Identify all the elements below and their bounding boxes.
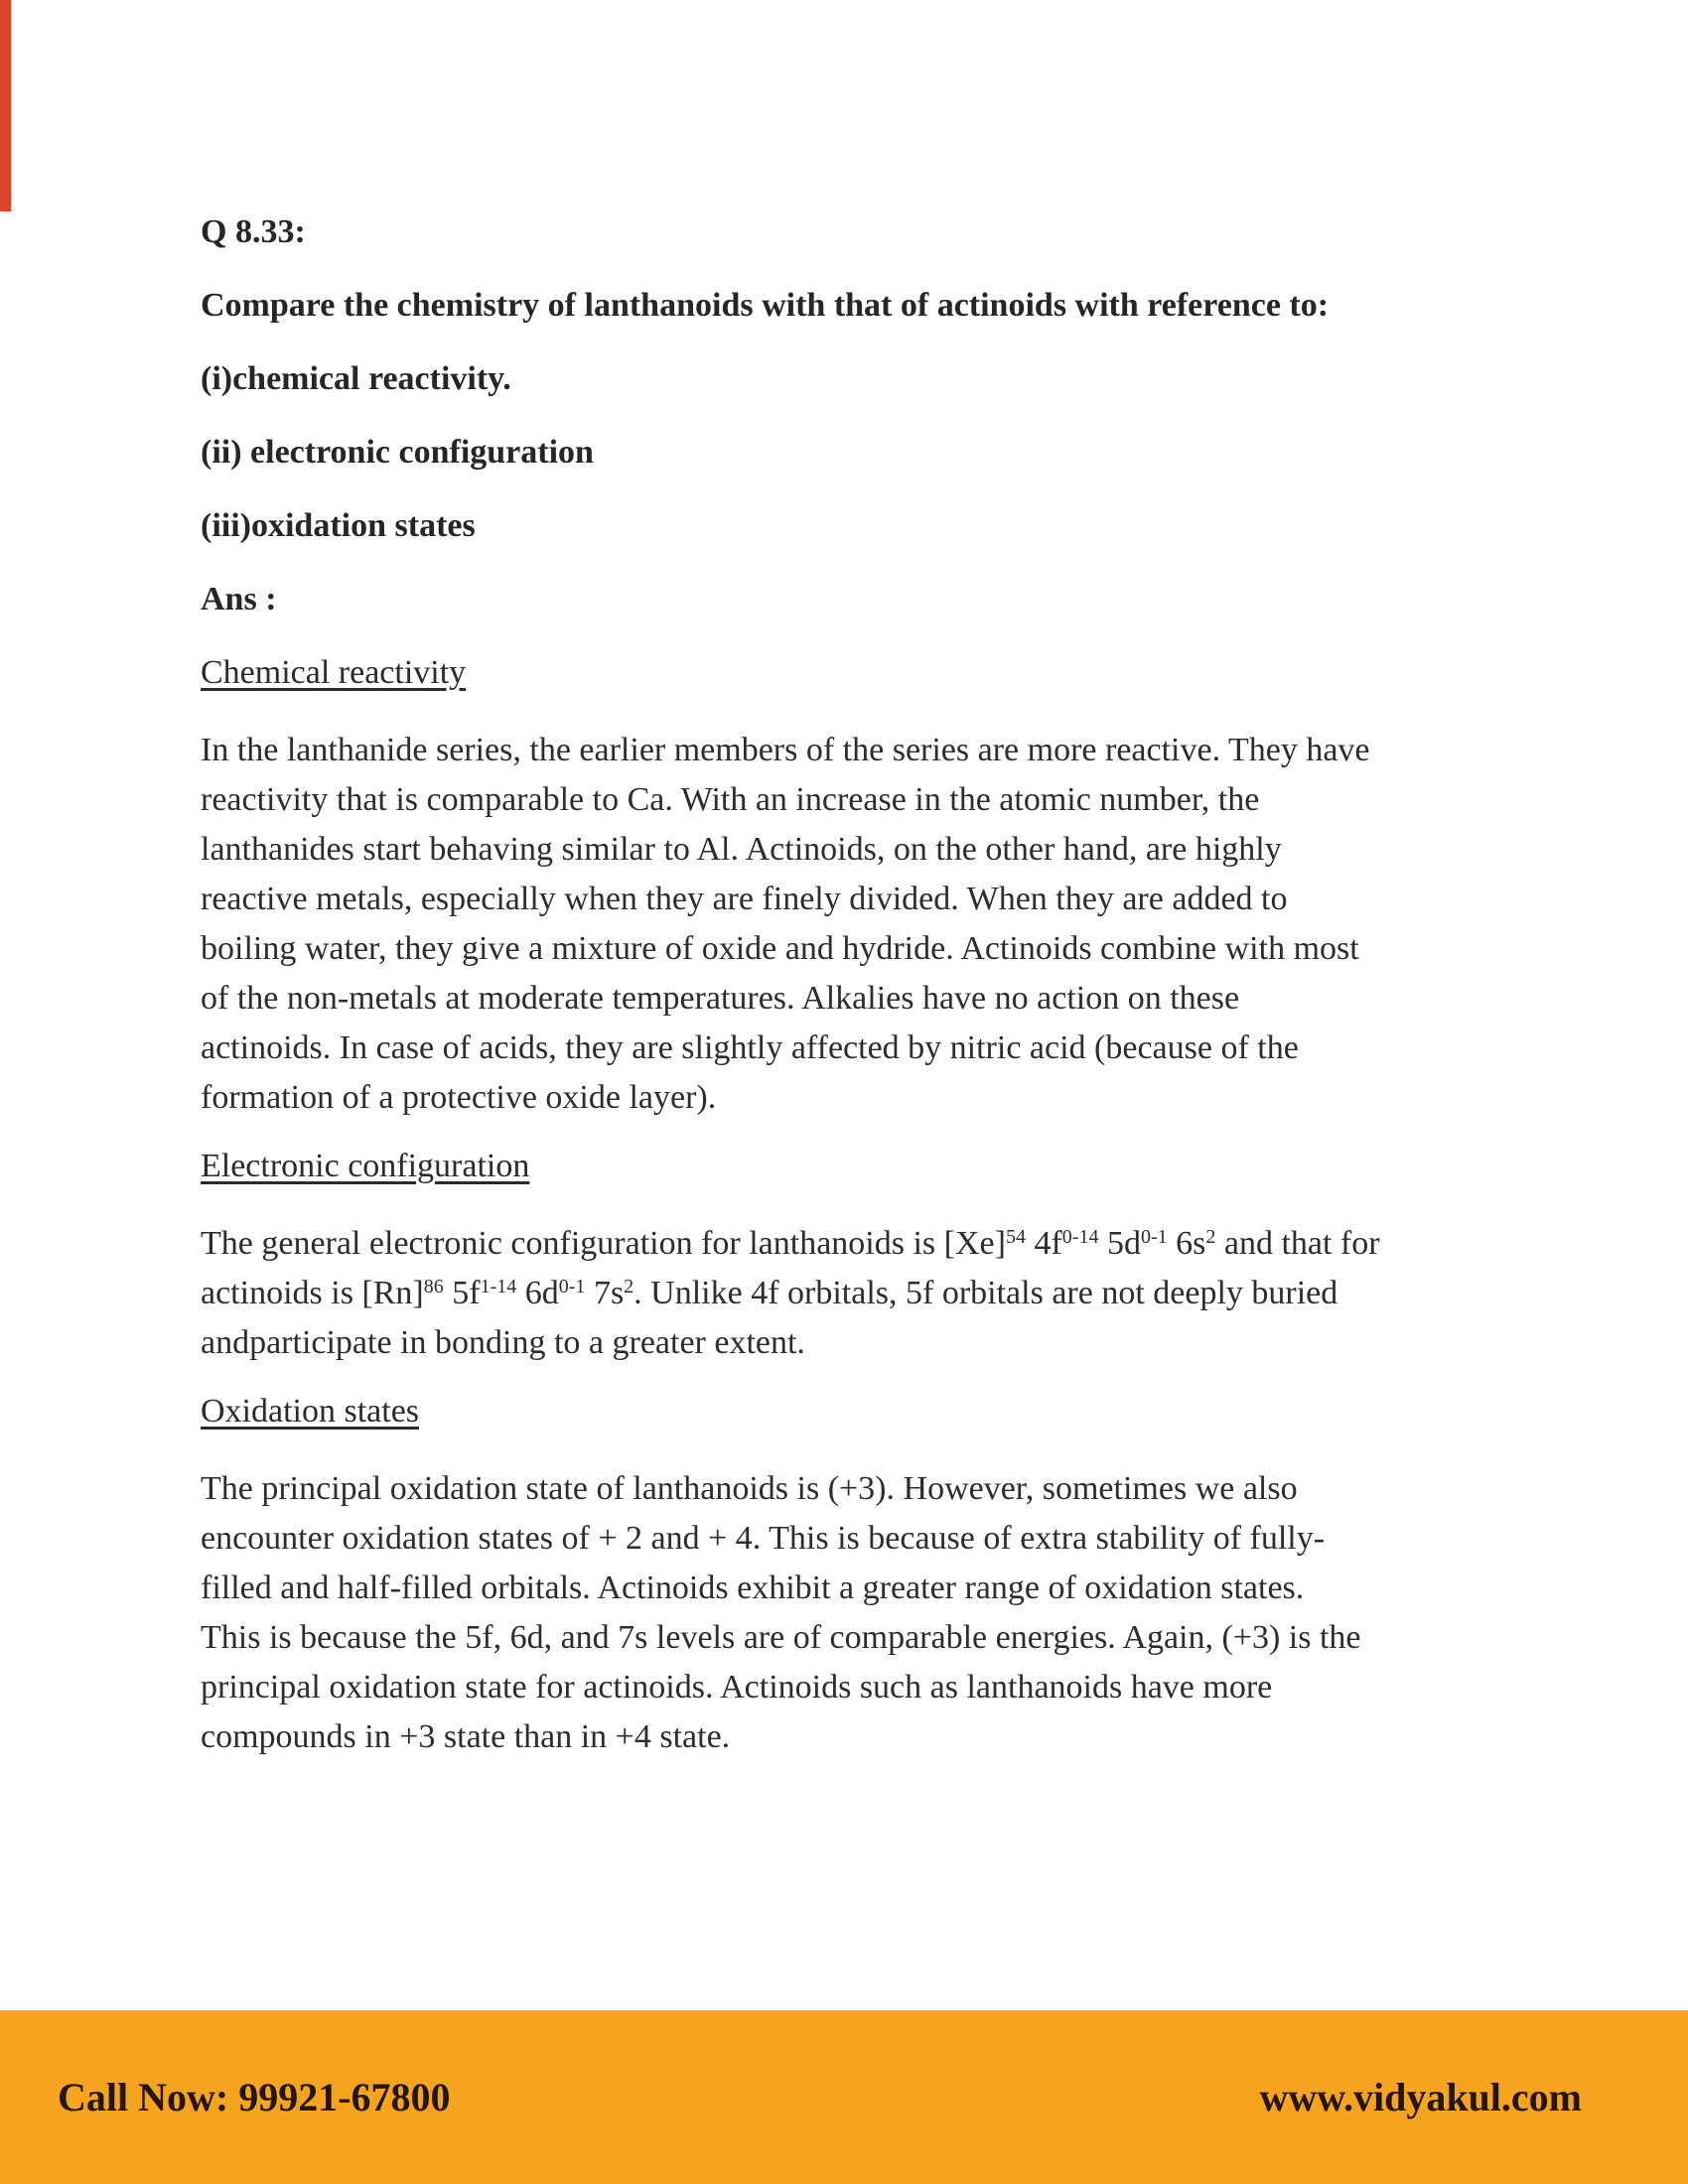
text-line: boiling water, they give a mixture of oxide and hydride. Actinoids combine with most xyxy=(201,930,1359,967)
superscript: 54 xyxy=(1005,1226,1026,1248)
paragraph-oxidation-states xyxy=(201,1464,1531,1762)
text-line: reactivity that is comparable to Ca. With an increase in the atomic number, the xyxy=(201,781,1260,818)
text-line: The principal oxidation state of lanthanoids is (+3). However, sometimes we also xyxy=(201,1470,1298,1507)
question-number: Q 8.33: xyxy=(201,213,306,250)
text-line: actinoids. In case of acids, they are slightly affected by nitric acid (because of the xyxy=(201,1029,1299,1066)
question-item-oxidation-states: (iii)oxidation states xyxy=(201,507,476,544)
superscript: 0-1 xyxy=(558,1276,586,1297)
footer-call-now: Call Now: 99921-67800 xyxy=(58,2075,451,2119)
footer-website: www.vidyakul.com xyxy=(1259,2075,1582,2119)
section-electronic-configuration xyxy=(201,1146,1531,1368)
section-heading-chemical-reactivity: Chemical reactivity xyxy=(201,654,467,691)
text-line: The general electronic configuration for lanthanoids is $[Xe]^{54}$ $4f^{0-14}$ $5d^{0-1}$ $6s^2$ and that for xyxy=(201,1225,1380,1262)
document-body xyxy=(201,211,1531,1785)
superscript: 86 xyxy=(423,1276,444,1297)
superscript: 0-14 xyxy=(1061,1226,1099,1248)
section-chemical-reactivity xyxy=(201,652,1531,1123)
superscript: 0-1 xyxy=(1140,1226,1168,1248)
paragraph-chemical-reactivity xyxy=(201,726,1531,1123)
text-line: compounds in +3 state than in +4 state. xyxy=(201,1718,731,1755)
question-item-electronic-configuration: (ii) electronic configuration xyxy=(201,434,594,471)
question-prompt: Compare the chemistry of lanthanoids with that of actinoids with reference to: xyxy=(201,287,1330,324)
section-heading-oxidation-states: Oxidation states xyxy=(201,1393,420,1430)
text-line: filled and half-filled orbitals. Actinoids exhibit a greater range of oxidation states. xyxy=(201,1570,1305,1606)
answer-label: Ans : xyxy=(201,581,277,617)
text-line: reactive metals, especially when they are finely divided. When they are added to xyxy=(201,881,1288,917)
question-item-chemical-reactivity: (i)chemical reactivity. xyxy=(201,360,511,397)
section-oxidation-states xyxy=(201,1391,1531,1762)
superscript: 2 xyxy=(1205,1226,1216,1248)
superscript: 2 xyxy=(624,1276,634,1297)
page-edge-accent xyxy=(0,0,11,211)
text-line: actinoids is $[Rn]^{86}$ $5f^{1-14}$ $6d^{0-1}$ $7s^2$. Unlike 4f orbitals, 5f orbitals are not deeply buried xyxy=(201,1275,1338,1311)
text-line: andparticipate in bonding to a greater extent. xyxy=(201,1324,805,1361)
text-line: encounter oxidation states of + 2 and + 4. This is because of extra stability of fully- xyxy=(201,1520,1326,1557)
text-line: This is because the 5f, 6d, and 7s levels are of comparable energies. Again, (+3) is the xyxy=(201,1619,1361,1656)
footer-bar xyxy=(0,2010,1688,2184)
text-line: lanthanides start behaving similar to Al. Actinoids, on the other hand, are highly xyxy=(201,831,1282,868)
superscript: 1-14 xyxy=(480,1276,517,1297)
text-line: principal oxidation state for actinoids. Actinoids such as lanthanoids have more xyxy=(201,1669,1273,1706)
text-line: of the non-metals at moderate temperatures. Alkalies have no action on these xyxy=(201,980,1240,1017)
section-heading-electronic-configuration: Electronic configuration xyxy=(201,1148,530,1184)
text-line: formation of a protective oxide layer). xyxy=(201,1079,717,1116)
paragraph-electronic-configuration xyxy=(201,1219,1531,1368)
text-line: In the lanthanide series, the earlier members of the series are more reactive. They have xyxy=(201,732,1370,768)
